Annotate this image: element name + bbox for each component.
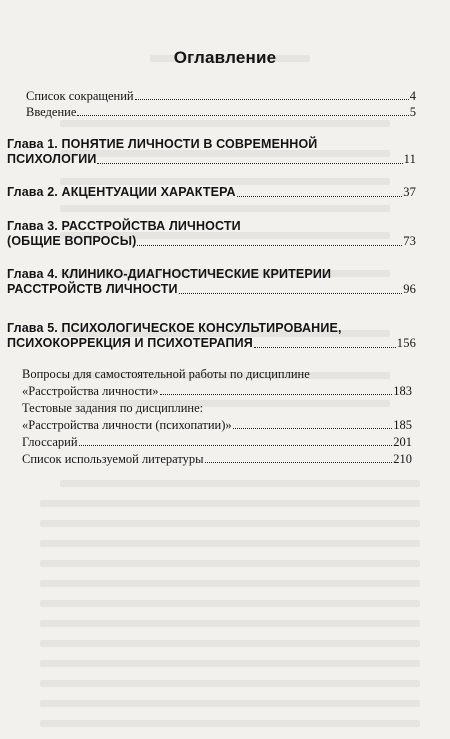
leader-dots	[160, 394, 393, 395]
leader-dots	[137, 245, 402, 246]
page-title: Оглавление	[173, 48, 277, 67]
chapter-page: 156	[396, 336, 416, 350]
chapter-title-line1: Глава 1. ПОНЯТИЕ ЛИЧНОСТИ В СОВРЕМЕННОЙ	[7, 137, 318, 151]
chapter-title-line2: ПСИХОЛОГИИ	[7, 152, 97, 166]
toc-entry-tests-line1	[22, 401, 412, 415]
toc-entry-questions-line1	[22, 367, 412, 381]
chapter-title-line1: Глава 2. АКЦЕНТУАЦИИ ХАРАКТЕРА	[7, 185, 236, 199]
entry-label: «Расстройства личности»	[22, 384, 159, 398]
chapter-title-line1: Глава 5. ПСИХОЛОГИЧЕСКОЕ КОНСУЛЬТИРОВАНИЕ,	[7, 321, 342, 335]
leader-dots	[254, 347, 396, 348]
entry-page: 185	[393, 418, 412, 432]
chapter-page: 73	[403, 234, 416, 248]
toc-entry-chapter-3[interactable]	[7, 219, 416, 249]
leader-dots	[237, 196, 402, 197]
chapter-page: 37	[403, 185, 416, 199]
entry-page: 4	[409, 89, 416, 103]
toc-entry-chapter-2[interactable]	[7, 185, 416, 200]
leader-dots	[77, 115, 408, 116]
chapter-title-line2: ПСИХОКОРРЕКЦИЯ И ПСИХОТЕРАПИЯ	[7, 336, 253, 350]
chapter-page: 96	[403, 282, 416, 296]
chapter-title-line1: Глава 3. РАССТРОЙСТВА ЛИЧНОСТИ	[7, 219, 241, 233]
entry-label: Вопросы для самостоятельной работы по дисциплине	[22, 367, 310, 381]
toc-entry-tests[interactable]	[22, 418, 412, 432]
toc-entry-questions[interactable]	[22, 384, 412, 398]
toc-entry-introduction[interactable]	[26, 105, 416, 119]
entry-page: 210	[393, 452, 412, 466]
leader-dots	[79, 445, 393, 446]
entry-page: 183	[393, 384, 412, 398]
leader-dots	[205, 462, 393, 463]
chapter-title-line2: (ОБЩИЕ ВОПРОСЫ)	[7, 234, 137, 248]
entry-page: 201	[393, 435, 412, 449]
entry-label: Список используемой литературы	[22, 452, 204, 466]
entry-label: Список сокращений	[26, 89, 134, 103]
toc-entry-chapter-5[interactable]	[7, 321, 416, 351]
entry-label: Глоссарий	[22, 435, 78, 449]
chapter-page: 11	[403, 152, 416, 166]
entry-page: 5	[409, 105, 416, 119]
toc-entry-chapter-1[interactable]	[7, 137, 416, 167]
leader-dots	[97, 163, 402, 164]
toc-entry-chapter-4[interactable]	[7, 267, 416, 297]
entry-label: Введение	[26, 105, 77, 119]
toc-entry-glossary[interactable]	[22, 435, 412, 449]
chapter-title-line1: Глава 4. КЛИНИКО-ДИАГНОСТИЧЕСКИЕ КРИТЕРИИ	[7, 267, 332, 281]
leader-dots	[135, 99, 409, 100]
chapter-title-line2: РАССТРОЙСТВ ЛИЧНОСТИ	[7, 282, 178, 296]
leader-dots	[233, 428, 393, 429]
toc-entry-abbreviations[interactable]	[26, 89, 416, 103]
toc-entry-literature[interactable]	[22, 452, 412, 466]
entry-label: «Расстройства личности (психопатии)»	[22, 418, 232, 432]
leader-dots	[179, 293, 402, 294]
entry-label: Тестовые задания по дисциплине:	[22, 401, 204, 415]
